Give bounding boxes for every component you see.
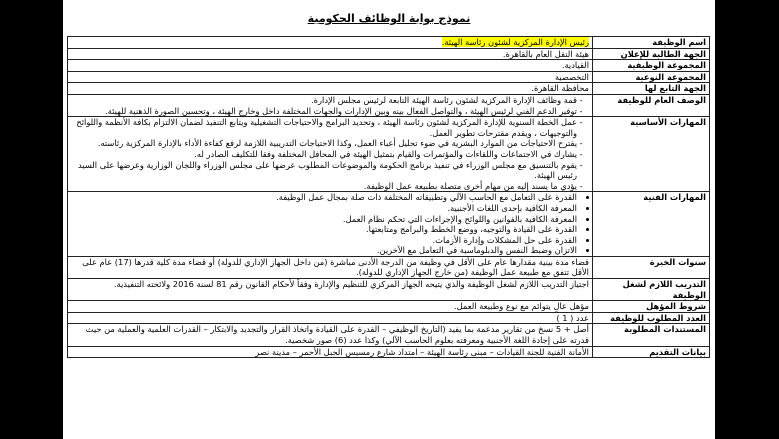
basic-skill-item: - يقترح الاحتياجات من الموارد البشرية في ضوء تحليل أعباء العمل، وكذا الاحتياجات التدريبية اللازمة لرفع كفاءة الأداء بالإدارة المركزية رئاسته. [71, 138, 577, 149]
basic-skills-label: المهارات الأساسية [593, 117, 710, 192]
desc-label: الوصف العام للوظيفة [593, 94, 710, 116]
basic-skill-item: - يقوم بالتنسيق مع مجلس الوزراء في تنفيذ برنامج الحكومة والموضوعات المطلوب عرضها على مجلس الوزراء واللجان الوزارية وعرضها على السيد رئيس الهيئة. [71, 160, 577, 181]
training-label: التدريب اللازم لشغل الوظيفة [593, 279, 710, 301]
submission-label: بيانات التقديم [593, 346, 710, 358]
row-training [68, 279, 710, 301]
group-value: القيادية. [68, 60, 593, 72]
tech-skill-item: • القدرة على القيادة والتوجيه، ووضع الخطط والبرامج ومتابعتها. [71, 224, 577, 235]
count-value: عدد ( 1 ) [68, 312, 593, 324]
row-job-name [68, 37, 710, 49]
experience-value: قضاء مدة بينية مقدارها عام على الأقل في وظيفة من الدرجة الأدنى مباشرة (من داخل الجهاز الإداري للدولة) أو قضاء مدة كلية قدرها (17) عام على الأقل تتفق مع طبيعة عمل الوظيفة (من خارج الجهاز الإداري للدولة). [68, 256, 593, 278]
qual-group-label: المجموعة النوعية [593, 71, 710, 83]
experience-label: سنوات الخبرة [593, 256, 710, 278]
row-submission [68, 346, 710, 358]
desc-item: - توفير الدعم الفني لرئيس الهيئة ، والتواصل الفعال بينه وبين الإدارات والجهات المختلفة داخل وخارج الهيئة ، وتحسين الصورة الذهنية للهيئة. [71, 106, 577, 117]
row-qualification [68, 301, 710, 313]
qualification-value: مؤهل عالٍ يتوائم مع نوع وطبيعة العمل. [68, 301, 593, 313]
row-docs [68, 324, 710, 346]
job-name-value: رئيس الإدارة المركزية لشئون رئاسة الهيئة. [441, 37, 589, 47]
tech-skills-list [71, 192, 589, 256]
row-count [68, 312, 710, 324]
tech-skill-item: • المعرفة الكافية بإحدى اللغات الأجنبية. [71, 203, 577, 214]
basic-skills-list [71, 117, 589, 191]
org-label: الجهة الطالبة للإعلان [593, 48, 710, 60]
document-page [63, 0, 715, 439]
tech-skill-item: • القدرة على التعامل مع الحاسب الآلي وتطبيقاته المختلفة ذات صلة بمجال عمل الوظيفة. [71, 192, 577, 203]
tech-skills-label: المهارات الفنية [593, 192, 710, 257]
parent-value: محافظة القاهرة. [68, 83, 593, 95]
desc-list [71, 95, 589, 116]
tech-skill-item: • الاتزان وضبط النفس والدبلوماسية في التعامل مع الآخرين. [71, 245, 577, 256]
basic-skill-item: - عمل الخطة السنوية للإدارة المركزية لشئون رئاسة الهيئة ، وتحديد البرامج والاحتياجات التشغيلية ويتابع التنفيذ لضمان الالتزام بكافة الأنظمة واللوائح والتوجيهات ، ويقدم مقترحات تطوير العمل. [71, 117, 577, 138]
parent-label: الجهة التابع لها [593, 83, 710, 95]
desc-item: - قمة وظائف الإدارة المركزية لشئون رئاسة الهيئة التابعة لرئيس مجلس الإدارة. [71, 95, 577, 106]
training-value: اجتياز التدريب اللازم لشغل الوظيفة والذي يتيحه الجهاز المركزي للتنظيم والإدارة وفقاً لأحكام القانون رقم 81 لسنة 2016 ولائحته التنفيذية. [68, 279, 593, 301]
basic-skill-item: - يؤدي ما يسند إليه من مهام أخرى متصلة بطبيعة عمل الوظيفة. [71, 181, 577, 192]
tech-skill-item: • القدرة على حل المشكلات وإدارة الأزمات. [71, 235, 577, 246]
docs-label: المستندات المطلوبة [593, 324, 710, 346]
row-basic-skills [68, 117, 710, 192]
row-parent [68, 83, 710, 95]
group-label: المجموعة الوظيفية [593, 60, 710, 72]
row-experience [68, 256, 710, 278]
row-desc [68, 94, 710, 116]
row-org [68, 48, 710, 60]
basic-skill-item: - يشارك في الاجتماعات واللقاءات والمؤتمرات والقيام بتمثيل الهيئة في المحافل المختلفة وفقا للتكليف الصادر له. [71, 149, 577, 160]
row-tech-skills [68, 192, 710, 257]
qualification-label: شروط المؤهل [593, 301, 710, 313]
tech-skill-item: • المعرفة الكافية بالقوانين واللوائح والإجراءات التي تحكم نظام العمل. [71, 214, 577, 225]
row-group [68, 60, 710, 72]
row-qual-group [68, 71, 710, 83]
qual-group-value: التخصصية [68, 71, 593, 83]
count-label: العدد المطلوب للوظيفة [593, 312, 710, 324]
document-title: نموذج بوابة الوظائف الحكومية [307, 12, 471, 25]
job-details-table [67, 36, 710, 358]
org-value: هيئة النقل العام بالقاهرة. [68, 48, 593, 60]
job-name-label: اسم الوظيفة [593, 37, 710, 49]
job-name-cell [68, 37, 593, 49]
submission-value: الأمانة الفنية للجنة القيادات – مبنى رئاسة الهيئة – امتداد شارع رمسيس الجبل الأحمر – مدينة نصر [68, 346, 593, 358]
docs-value: أصل + 5 نسخ من تقارير مدعمة بما يفيد (التاريخ الوظيفي – القدرة على القيادة واتخاذ القرار والتجديد والابتكار – القدرات العلمية والعملية من حيث قدرته على إجادة اللغة الأجنبية ومعرفته بعلوم الحاسب الآلي) وكذا عدد (6) صور شخصية. [68, 324, 593, 346]
